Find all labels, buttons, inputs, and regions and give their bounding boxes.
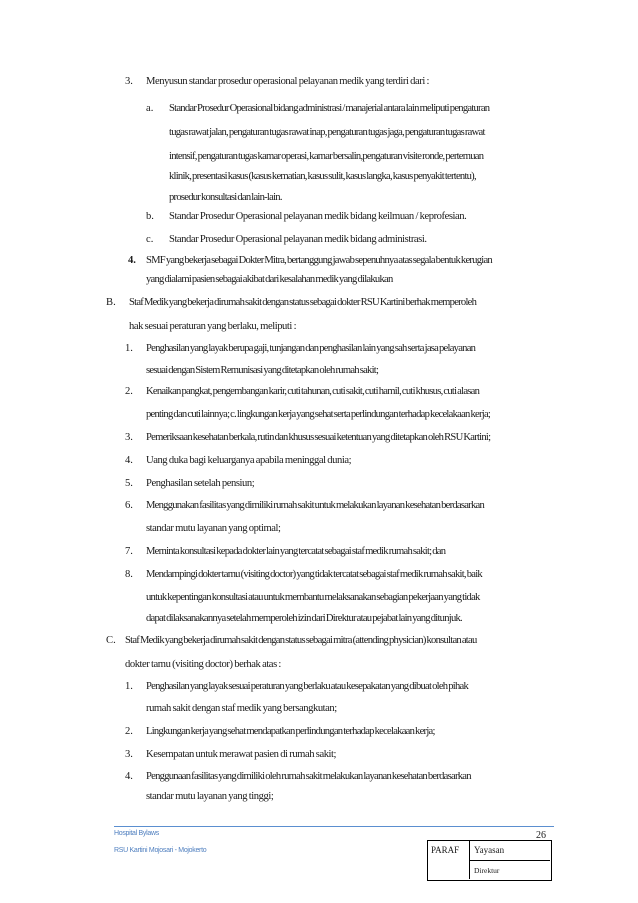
paragraph-line: sesuai dengan Sistem Remunisasi yang ditetapkan oleh rumah sakit; bbox=[146, 365, 379, 376]
item-number: 3. bbox=[125, 749, 133, 760]
subitem-marker: a. bbox=[146, 103, 154, 114]
item-number: 1. bbox=[125, 681, 133, 692]
footer-document-title: Hospital Bylaws bbox=[114, 830, 159, 837]
paragraph-line: Uang duka bagi keluarganya apabila meninggal dunia; bbox=[146, 455, 352, 466]
paragraph-line: untuk kepentingan konsultasi atau untuk membantu melaksanakan sebagian pekerjaan yang tidak bbox=[146, 592, 480, 603]
item-number: 2. bbox=[125, 386, 133, 397]
paragraph-line: Kesempatan untuk merawat pasien di rumah sakit; bbox=[146, 749, 337, 760]
item-text: Menyusun standar prosedur operasional pelayanan medik yang terdiri dari : bbox=[146, 76, 430, 87]
item-number: 4. bbox=[125, 455, 133, 466]
item-number: 8. bbox=[125, 569, 133, 580]
paragraph-line: Mendampingi dokter tamu (visiting doctor) yang tidak tercatat sebagai staf medik rumah sakit, baik bbox=[146, 569, 482, 580]
paragraph-line: penting dan cuti lainnya; c. lingkungan kerja yang sehat serta perlindungan terhadap kecelakaan kerja; bbox=[146, 409, 491, 420]
subitem-marker: b. bbox=[146, 211, 154, 222]
footer-hospital-name: RSU Kartini Mojosari - Mojokerto bbox=[114, 847, 207, 854]
paragraph-line: Lingkungan kerja yang sehat mendapatkan perlindungan terhadap kecelakaan kerja; bbox=[146, 726, 435, 737]
paragraph-line: tugas rawat jalan, pengaturan tugas rawat inap, pengaturan tugas jaga, pengaturan tugas rawat bbox=[169, 127, 485, 138]
paragraph-line: Staf Medik yang bekerja dirumah sakit dengan status sebagai dokter RSU Kartini berhak memperoleh bbox=[129, 297, 477, 308]
paragraph-line: dapat dilaksanakannya setelah memperoleh izin dari Direktur atau pejabat lain yang ditunjuk. bbox=[146, 613, 462, 624]
section-label: B. bbox=[106, 297, 116, 308]
paragraph-line: dokter tamu (visiting doctor) berhak atas : bbox=[125, 659, 281, 670]
paragraph-line: Penghasilan yang layak sesuai peraturan yang berlaku atau kesepakatan yang dibuat oleh pihak bbox=[146, 681, 469, 692]
yayasan-label: Yayasan bbox=[474, 845, 505, 855]
item-number: 7. bbox=[125, 546, 133, 557]
paragraph-line: standar mutu layanan yang optimal; bbox=[146, 523, 281, 534]
paragraph-line: prosedur konsultasi dan lain-lain. bbox=[169, 192, 282, 203]
paragraph-line: Standar Prosedur Operasional bidang administrasi / manajerial antara lain meliputi pengaturan bbox=[169, 103, 490, 114]
paragraph-line: SMF yang bekerja sebagai Dokter Mitra, bertanggung jawab sepenuhnya atas segala bentuk kerugian bbox=[146, 255, 492, 266]
paraf-box-row-divider bbox=[469, 860, 550, 861]
section-label: C. bbox=[106, 635, 116, 646]
paragraph-line: Standar Prosedur Operasional pelayanan medik bidang keilmuan / keprofesian. bbox=[169, 211, 467, 222]
paragraph-line: Standar Prosedur Operasional pelayanan medik bidang administrasi. bbox=[169, 234, 427, 245]
subitem-marker: c. bbox=[146, 234, 154, 245]
paragraph-line: hak sesuai peraturan yang berlaku, meliputi : bbox=[129, 321, 297, 332]
paragraph-line: intensif, pengaturan tugas kamar operasi, kamar bersalin,pengaturan visite ronde, pertemuan bbox=[169, 151, 484, 162]
paragraph-line: standar mutu layanan yang tinggi; bbox=[146, 791, 274, 802]
paragraph-line: Menggunakan fasilitas yang dimiliki rumah sakit untuk melakukan layanan kesehatan berdasarkan bbox=[146, 500, 484, 511]
item-number: 3. bbox=[125, 76, 133, 87]
item-number: 5. bbox=[125, 478, 133, 489]
direktur-label: Direktur bbox=[474, 866, 500, 875]
page-number: 26 bbox=[536, 830, 546, 841]
paragraph-line: Penghasilan yang layak berupa gaji, tunjangan dan penghasilan lain yang sah serta jasa pelayanan bbox=[146, 343, 476, 354]
item-number: 4. bbox=[125, 771, 133, 782]
paragraph-line: Kenaikan pangkat, pengembangan karir, cuti tahunan, cuti sakit, cuti hamil, cuti khusus, cuti alasan bbox=[146, 386, 480, 397]
paragraph-line: Penghasilan setelah pensiun; bbox=[146, 478, 255, 489]
item-number: 3. bbox=[125, 432, 133, 443]
item-number: 6. bbox=[125, 500, 133, 511]
item-number: 2. bbox=[125, 726, 133, 737]
footer-rule bbox=[114, 826, 554, 827]
paragraph-line: yang dialami pasien sebagai akibat dari kesalahan medik yang dilakukan bbox=[146, 274, 393, 285]
paraf-label: PARAF bbox=[431, 845, 460, 855]
paragraph-line: Staf Medik yang bekerja dirumah sakit dengan status sebagai mitra (attending physician) konsultan atau bbox=[125, 635, 477, 646]
paragraph-line: rumah sakit dengan staf medik yang bersangkutan; bbox=[146, 703, 337, 714]
paragraph-line: Pemeriksaan kesehatan berkala, rutin dan khusus sesuai ketentuan yang ditetapkan oleh RSU Kartini; bbox=[146, 432, 491, 443]
item-number: 1. bbox=[125, 343, 133, 354]
item-number: 4. bbox=[128, 255, 136, 266]
paragraph-line: klinik, presentasi kasus (kasus kematian, kasus sulit, kasus langka, kasus penyakit tertentu), bbox=[169, 171, 476, 182]
paragraph-line: Meminta konsultasi kepada dokter lain yang tercatat sebagai staf medik rumah sakit; dan bbox=[146, 546, 446, 557]
paragraph-line: Penggunaan fasilitas yang dimiliki oleh rumah sakit melakukan layanan kesehatan berdasarkan bbox=[146, 771, 471, 782]
